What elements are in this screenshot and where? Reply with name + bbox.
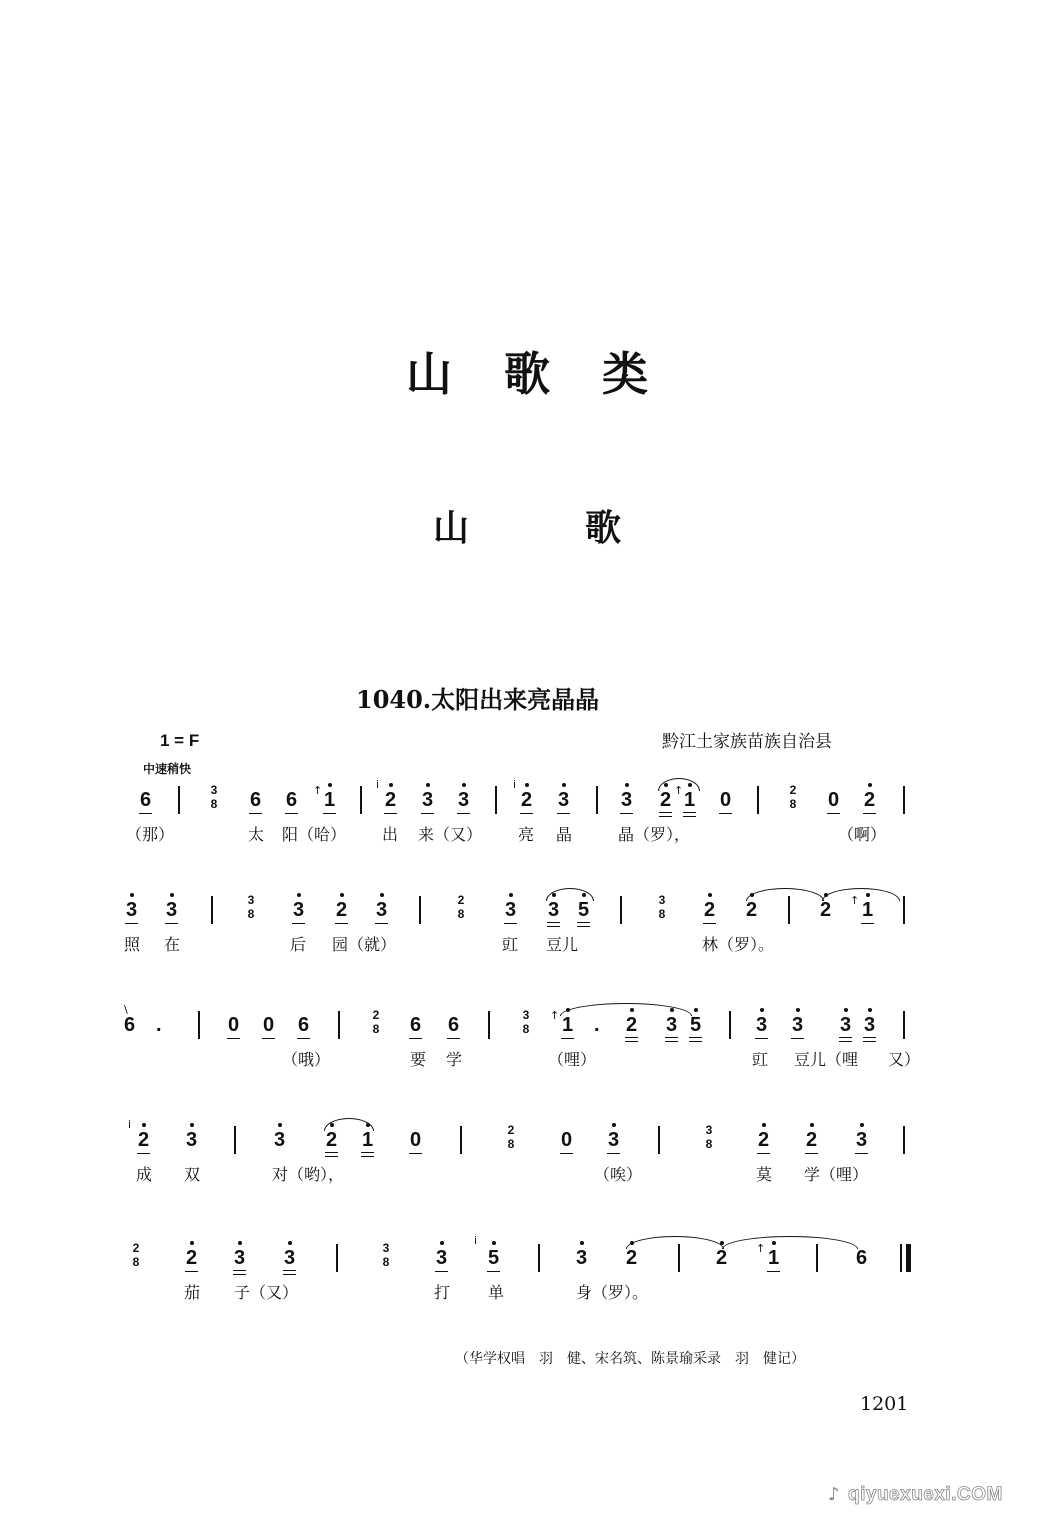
time-signature: 2 8 xyxy=(457,893,465,921)
barline xyxy=(658,1126,660,1154)
lyrics-row xyxy=(110,1280,925,1304)
note: 3 xyxy=(840,1014,852,1036)
note: 3 xyxy=(621,789,633,811)
watermark-text: qiyuexuexi.COM xyxy=(848,1484,1003,1505)
note: 6 xyxy=(286,789,298,811)
note: 6 xyxy=(448,1014,460,1036)
notation-line-2 xyxy=(110,888,925,983)
note: 3 xyxy=(576,1247,588,1269)
time-signature: 3 8 xyxy=(658,893,666,921)
note: 2 xyxy=(138,1129,150,1151)
note: 6 xyxy=(298,1014,310,1036)
note: 0 xyxy=(828,789,840,811)
note: 2 xyxy=(626,1247,638,1269)
note: 2 xyxy=(746,899,758,921)
lyric: 亮 xyxy=(518,825,535,844)
time-signature: 3 8 xyxy=(705,1123,713,1151)
note: 0 xyxy=(263,1014,275,1036)
note: 5 xyxy=(578,899,590,921)
note: 3 xyxy=(186,1129,198,1151)
note: 3 xyxy=(293,899,305,921)
barline xyxy=(903,1011,905,1039)
barline xyxy=(178,786,180,814)
note: 3 xyxy=(284,1247,296,1269)
lyric: 晶 xyxy=(556,825,573,844)
note: 6 xyxy=(410,1014,422,1036)
barline xyxy=(596,786,598,814)
time-signature: 3 8 xyxy=(522,1008,530,1036)
grace-mark-icon: ↑ xyxy=(550,1009,560,1022)
grace-note-icon: \ xyxy=(124,1003,128,1016)
barline xyxy=(338,1011,340,1039)
barline xyxy=(460,1126,462,1154)
note: 3 xyxy=(458,789,470,811)
song-title: 1040.太阳出来亮晶晶 xyxy=(356,685,600,714)
note: 1 xyxy=(862,899,874,921)
lyric: 学 xyxy=(446,1050,463,1069)
grace-note-icon: i xyxy=(128,1118,132,1131)
notation-line-3 xyxy=(110,1003,925,1098)
note: 3 xyxy=(856,1129,868,1151)
lyric: 要 xyxy=(410,1050,427,1069)
notes-row xyxy=(110,1236,925,1286)
barline xyxy=(234,1126,236,1154)
note: 2 xyxy=(864,789,876,811)
note: 2 xyxy=(385,789,397,811)
barline xyxy=(757,786,759,814)
lyric: 双 xyxy=(184,1165,201,1184)
song-region: 黔江土家族苗族自治县 xyxy=(662,732,832,752)
slur xyxy=(722,1236,858,1249)
note: 3 xyxy=(274,1129,286,1151)
note: 3 xyxy=(376,899,388,921)
grace-mark-icon: ↑ xyxy=(674,784,684,797)
barline xyxy=(903,1126,905,1154)
lyric: 林（罗）。 xyxy=(702,935,775,954)
grace-note-icon: i xyxy=(376,778,380,791)
lyric: （啊） xyxy=(838,825,887,844)
barline xyxy=(729,1011,731,1039)
slur xyxy=(822,888,900,901)
lyric: 出 xyxy=(382,825,399,844)
note: 2 xyxy=(820,899,832,921)
note: 6 xyxy=(250,789,262,811)
tempo-marking: 中速稍快 xyxy=(143,762,192,776)
time-signature: 2 8 xyxy=(789,783,797,811)
note: 3 xyxy=(756,1014,768,1036)
grace-note-icon: i xyxy=(513,778,517,791)
note: 2 xyxy=(626,1014,638,1036)
note: 0 xyxy=(561,1129,573,1151)
barline xyxy=(495,786,497,814)
note: 3 xyxy=(422,789,434,811)
grace-mark-icon: ↑ xyxy=(756,1242,766,1255)
note: 2 xyxy=(716,1247,728,1269)
slur xyxy=(746,888,824,901)
credits: （华学权唱 羽 健、宋名筑、陈景瑜采录 羽 健记） xyxy=(455,1351,805,1367)
time-signature: 2 8 xyxy=(132,1241,140,1269)
note: 6 xyxy=(140,789,152,811)
barline xyxy=(211,896,213,924)
lyric: 又） xyxy=(888,1050,921,1069)
note: 5 xyxy=(690,1014,702,1036)
note: 6 xyxy=(124,1014,136,1036)
lyrics-row xyxy=(110,1047,925,1071)
lyric: （哩） xyxy=(548,1050,597,1069)
note: 3 xyxy=(864,1014,876,1036)
note: 6 xyxy=(856,1247,868,1269)
note: 0 xyxy=(410,1129,422,1151)
barline xyxy=(903,896,905,924)
notation-line-5 xyxy=(110,1236,925,1331)
lyric: 后 xyxy=(290,935,307,954)
category-title: 山歌类 xyxy=(406,347,700,401)
note: 3 xyxy=(166,899,178,921)
lyric: 单 xyxy=(488,1283,505,1302)
note: 2 xyxy=(806,1129,818,1151)
note: 2 xyxy=(704,899,716,921)
time-signature: 3 8 xyxy=(210,783,218,811)
note: 3 xyxy=(792,1014,804,1036)
note: 1 xyxy=(684,789,696,811)
lyric: 豇 xyxy=(502,935,519,954)
note: 3 xyxy=(505,899,517,921)
time-signature: 3 8 xyxy=(382,1241,390,1269)
lyric: 莫 xyxy=(756,1165,773,1184)
notes-row xyxy=(110,1003,925,1053)
note: 3 xyxy=(126,899,138,921)
lyric: 身（罗）。 xyxy=(576,1283,649,1302)
note: 3 xyxy=(558,789,570,811)
notation-line-1 xyxy=(110,778,925,873)
lyric: 照 xyxy=(124,935,141,954)
lyric: 打 xyxy=(434,1283,451,1302)
lyric: 晶（罗）， xyxy=(618,825,691,844)
notes-row xyxy=(110,888,925,938)
note: 3 xyxy=(234,1247,246,1269)
note: . xyxy=(156,1014,162,1036)
page-number: 1201 xyxy=(860,1393,909,1415)
note: 3 xyxy=(548,899,560,921)
final-barline xyxy=(906,1244,911,1272)
lyric: （唉） xyxy=(594,1165,643,1184)
lyric: 阳（哈） xyxy=(282,825,347,844)
notes-row xyxy=(110,1118,925,1168)
barline xyxy=(788,896,790,924)
lyric: （哦） xyxy=(282,1050,331,1069)
note: 2 xyxy=(660,789,672,811)
note: 2 xyxy=(758,1129,770,1151)
barline xyxy=(198,1011,200,1039)
note: 1 xyxy=(562,1014,574,1036)
note: 5 xyxy=(488,1247,500,1269)
barline xyxy=(678,1244,680,1272)
lyric: 子（又） xyxy=(234,1283,299,1302)
lyric: 园（就） xyxy=(332,935,397,954)
lyric: 豇 xyxy=(752,1050,769,1069)
lyric: 学（哩） xyxy=(804,1165,869,1184)
slur xyxy=(626,1236,724,1249)
time-signature: 3 8 xyxy=(247,893,255,921)
barline xyxy=(336,1244,338,1272)
barline xyxy=(419,896,421,924)
barline xyxy=(816,1244,818,1272)
note: 2 xyxy=(186,1247,198,1269)
lyric: 对（哟）， xyxy=(272,1165,345,1184)
barline xyxy=(360,786,362,814)
lyric: 成 xyxy=(136,1165,153,1184)
note: 0 xyxy=(228,1014,240,1036)
grace-mark-icon: ↑ xyxy=(850,894,860,907)
barline xyxy=(488,1011,490,1039)
note: 2 xyxy=(521,789,533,811)
lyrics-row xyxy=(110,822,925,846)
barline xyxy=(903,786,905,814)
notation-line-4 xyxy=(110,1118,925,1213)
watermark-logo-icon: ♪ xyxy=(828,1484,840,1505)
lyric: 豆儿 xyxy=(546,935,579,954)
lyric: 来（又） xyxy=(418,825,483,844)
time-signature: 2 8 xyxy=(372,1008,380,1036)
grace-mark-icon: ↑ xyxy=(313,784,323,797)
lyric: 在 xyxy=(164,935,181,954)
note: 3 xyxy=(608,1129,620,1151)
note: 1 xyxy=(362,1129,374,1151)
note: 2 xyxy=(326,1129,338,1151)
subcategory-title: 山歌 xyxy=(432,508,737,549)
barline xyxy=(620,896,622,924)
note: 1 xyxy=(768,1247,780,1269)
note: 1 xyxy=(324,789,336,811)
note: 3 xyxy=(436,1247,448,1269)
lyric: 豆儿（哩 xyxy=(794,1050,859,1069)
key-signature: 1 = F xyxy=(160,731,200,750)
lyric: 太 xyxy=(248,825,265,844)
grace-note-icon: ⅰ xyxy=(474,1234,478,1247)
lyric: 茄 xyxy=(184,1283,201,1302)
lyrics-row xyxy=(110,1162,925,1186)
note: 2 xyxy=(336,899,348,921)
lyric: （那） xyxy=(126,825,175,844)
lyrics-row xyxy=(110,932,925,956)
barline xyxy=(538,1244,540,1272)
notes-row xyxy=(110,778,925,828)
note: . xyxy=(594,1014,600,1036)
time-signature: 2 8 xyxy=(507,1123,515,1151)
note: 0 xyxy=(720,789,732,811)
barline xyxy=(900,1244,902,1272)
note: 3 xyxy=(666,1014,678,1036)
